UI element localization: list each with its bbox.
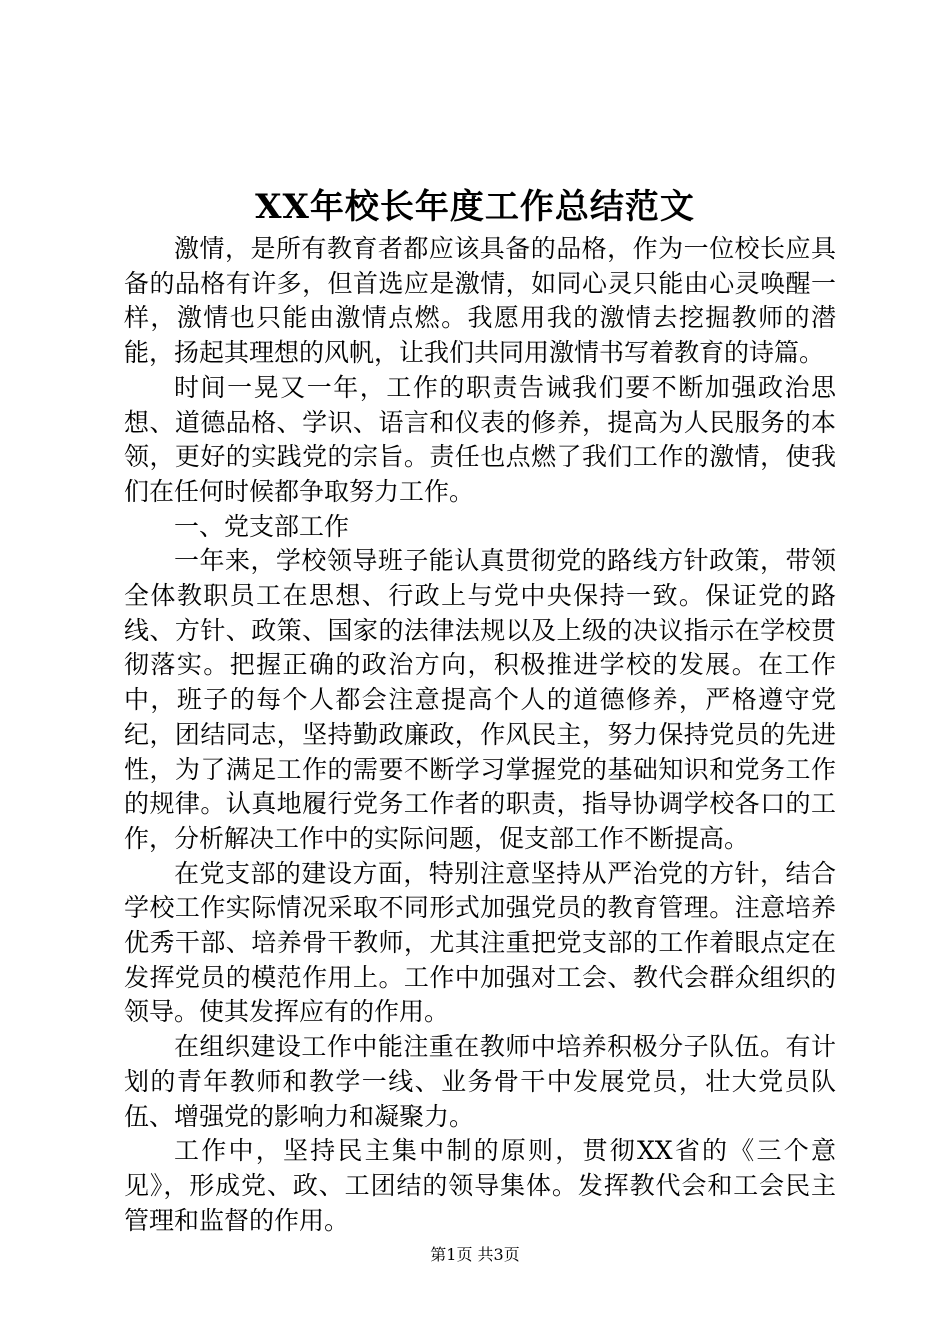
section-heading: 一、党支部工作 — [174, 511, 350, 541]
document-title: XX年校长年度工作总结范文 — [255, 187, 695, 227]
paragraph: 激情，是所有教育者都应该具备的品格，作为一位校长应具备的品格有许多，但首选应是激情，如同心灵只能由心灵唤醒一样，激情也只能由激情点燃。我愿用我的激情去挖掘教师的潜能，扬起其理想的风帆，让我们共同用激情书写着教育的诗篇。 — [124, 234, 836, 368]
paragraph: 时间一晃又一年，工作的职责告诫我们要不断加强政治思想、道德品格、学识、语言和仪表的修养，提高为人民服务的本领，更好的实践党的宗旨。责任也点燃了我们工作的激情，使我们在任何时候都争取努力工作。 — [124, 372, 836, 506]
paragraph: 在党支部的建设方面，特别注意坚持从严治党的方针，结合学校工作实际情况采取不同形式加强党员的教育管理。注意培养优秀干部、培养骨干教师，尤其注重把党支部的工作着眼点定在发挥党员的模范作用上。工作中加强对工会、教代会群众组织的领导。使其发挥应有的作用。 — [124, 858, 836, 1027]
paragraph: 工作中，坚持民主集中制的原则，贯彻XX省的《三个意见》，形成党、政、工团结的领导集体。发挥教代会和工会民主管理和监督的作用。 — [124, 1136, 836, 1235]
paragraph: 在组织建设工作中能注重在教师中培养积极分子队伍。有计划的青年教师和教学一线、业务骨干中发展党员，壮大党员队伍、增强党的影响力和凝聚力。 — [124, 1032, 836, 1131]
document-body — [124, 232, 836, 1238]
paragraph: 一年来，学校领导班子能认真贯彻党的路线方针政策，带领全体教职员工在思想、行政上与党中央保持一致。保证党的路线、方针、政策、国家的法律法规以及上级的决议指示在学校贯彻落实。把握正确的政治方向，积极推进学校的发展。在工作中，班子的每个人都会注意提高个人的道德修养，严格遵守党纪，团结同志，坚持勤政廉政，作风民主，努力保持党员的先进性，为了满足工作的需要不断学习掌握党的基础知识和党务工作的规律。认真地履行党务工作者的职责，指导协调学校各口的工作，分析解决工作中的实际问题，促支部工作不断提高。 — [124, 546, 836, 853]
page-number-footer: 第1页 共3页 — [430, 1245, 520, 1264]
